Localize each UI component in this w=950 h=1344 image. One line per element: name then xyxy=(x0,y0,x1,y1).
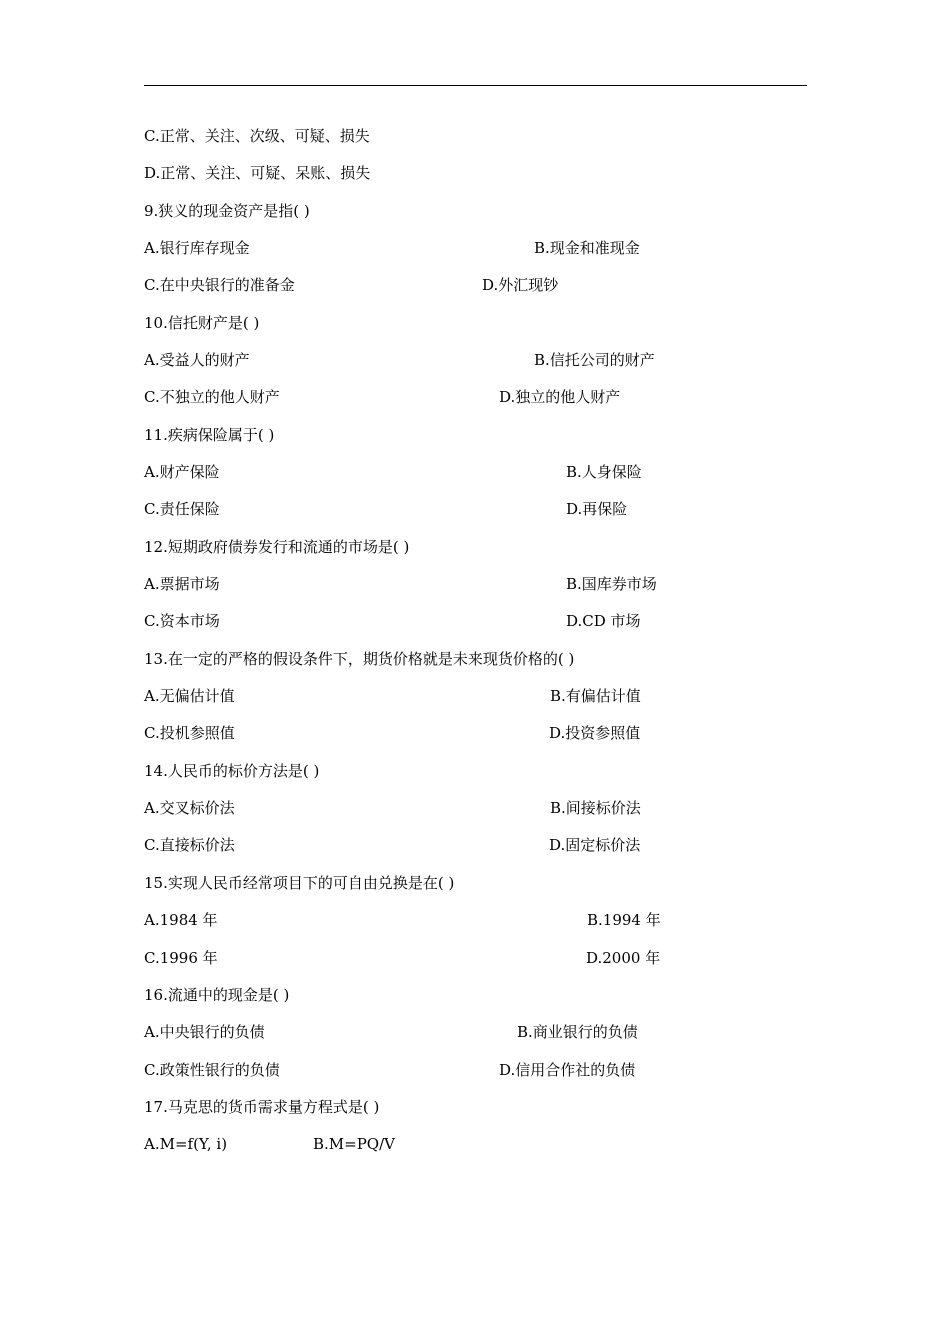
option-line: C.正常、关注、次级、可疑、损失 xyxy=(144,127,370,145)
question-stem: 9.狭义的现金资产是指( ) xyxy=(144,202,310,220)
option-a: A.1984 年 xyxy=(144,911,218,929)
header-rule xyxy=(144,85,807,86)
option-d: D.独立的他人财产 xyxy=(499,388,621,406)
option-b: B.商业银行的负债 xyxy=(517,1023,638,1041)
option-c: C.投机参照值 xyxy=(144,724,235,742)
option-c: C.责任保险 xyxy=(144,500,220,518)
option-d: D.外汇现钞 xyxy=(482,276,559,294)
option-b: B.现金和准现金 xyxy=(534,239,640,257)
option-c: C.在中央银行的准备金 xyxy=(144,276,295,294)
question-stem: 11.疾病保险属于( ) xyxy=(144,426,275,444)
option-a: A.受益人的财产 xyxy=(144,351,250,369)
option-d: D.投资参照值 xyxy=(549,724,641,742)
option-b: B.人身保险 xyxy=(566,463,642,481)
option-d: D.信用合作社的负债 xyxy=(499,1061,636,1079)
option-b: B.信托公司的财产 xyxy=(534,351,655,369)
question-stem: 10.信托财产是( ) xyxy=(144,314,260,332)
option-a: A.银行库存现金 xyxy=(144,239,250,257)
option-a: A.中央银行的负债 xyxy=(144,1023,265,1041)
option-b: B.M=PQ/V xyxy=(313,1135,395,1153)
option-b: B.间接标价法 xyxy=(550,799,641,817)
question-stem: 14.人民币的标价方法是( ) xyxy=(144,762,320,780)
question-stem: 13.在一定的严格的假设条件下，期货价格就是未来现货价格的( ) xyxy=(144,650,575,668)
option-c: C.1996 年 xyxy=(144,949,218,967)
option-a: A.财产保险 xyxy=(144,463,220,481)
option-c: C.直接标价法 xyxy=(144,836,235,854)
question-stem: 12.短期政府债券发行和流通的市场是( ) xyxy=(144,538,410,556)
option-a: A.M=f(Y, i) xyxy=(144,1135,228,1153)
option-b: B.国库券市场 xyxy=(566,575,657,593)
option-c: C.政策性银行的负债 xyxy=(144,1061,280,1079)
question-stem: 17.马克思的货币需求量方程式是( ) xyxy=(144,1098,380,1116)
option-a: A.无偏估计值 xyxy=(144,687,235,705)
option-b: B.1994 年 xyxy=(587,911,661,929)
question-stem: 15.实现人民币经常项目下的可自由兑换是在( ) xyxy=(144,874,455,892)
option-b: B.有偏估计值 xyxy=(550,687,641,705)
question-stem: 16.流通中的现金是( ) xyxy=(144,986,290,1004)
option-d: D.再保险 xyxy=(566,500,628,518)
option-d: D.2000 年 xyxy=(586,949,661,967)
option-line: D.正常、关注、可疑、呆账、损失 xyxy=(144,164,371,182)
option-c: C.不独立的他人财产 xyxy=(144,388,280,406)
option-d: D.CD 市场 xyxy=(566,612,641,630)
option-a: A.票据市场 xyxy=(144,575,220,593)
option-a: A.交叉标价法 xyxy=(144,799,235,817)
option-c: C.资本市场 xyxy=(144,612,220,630)
option-d: D.固定标价法 xyxy=(549,836,641,854)
